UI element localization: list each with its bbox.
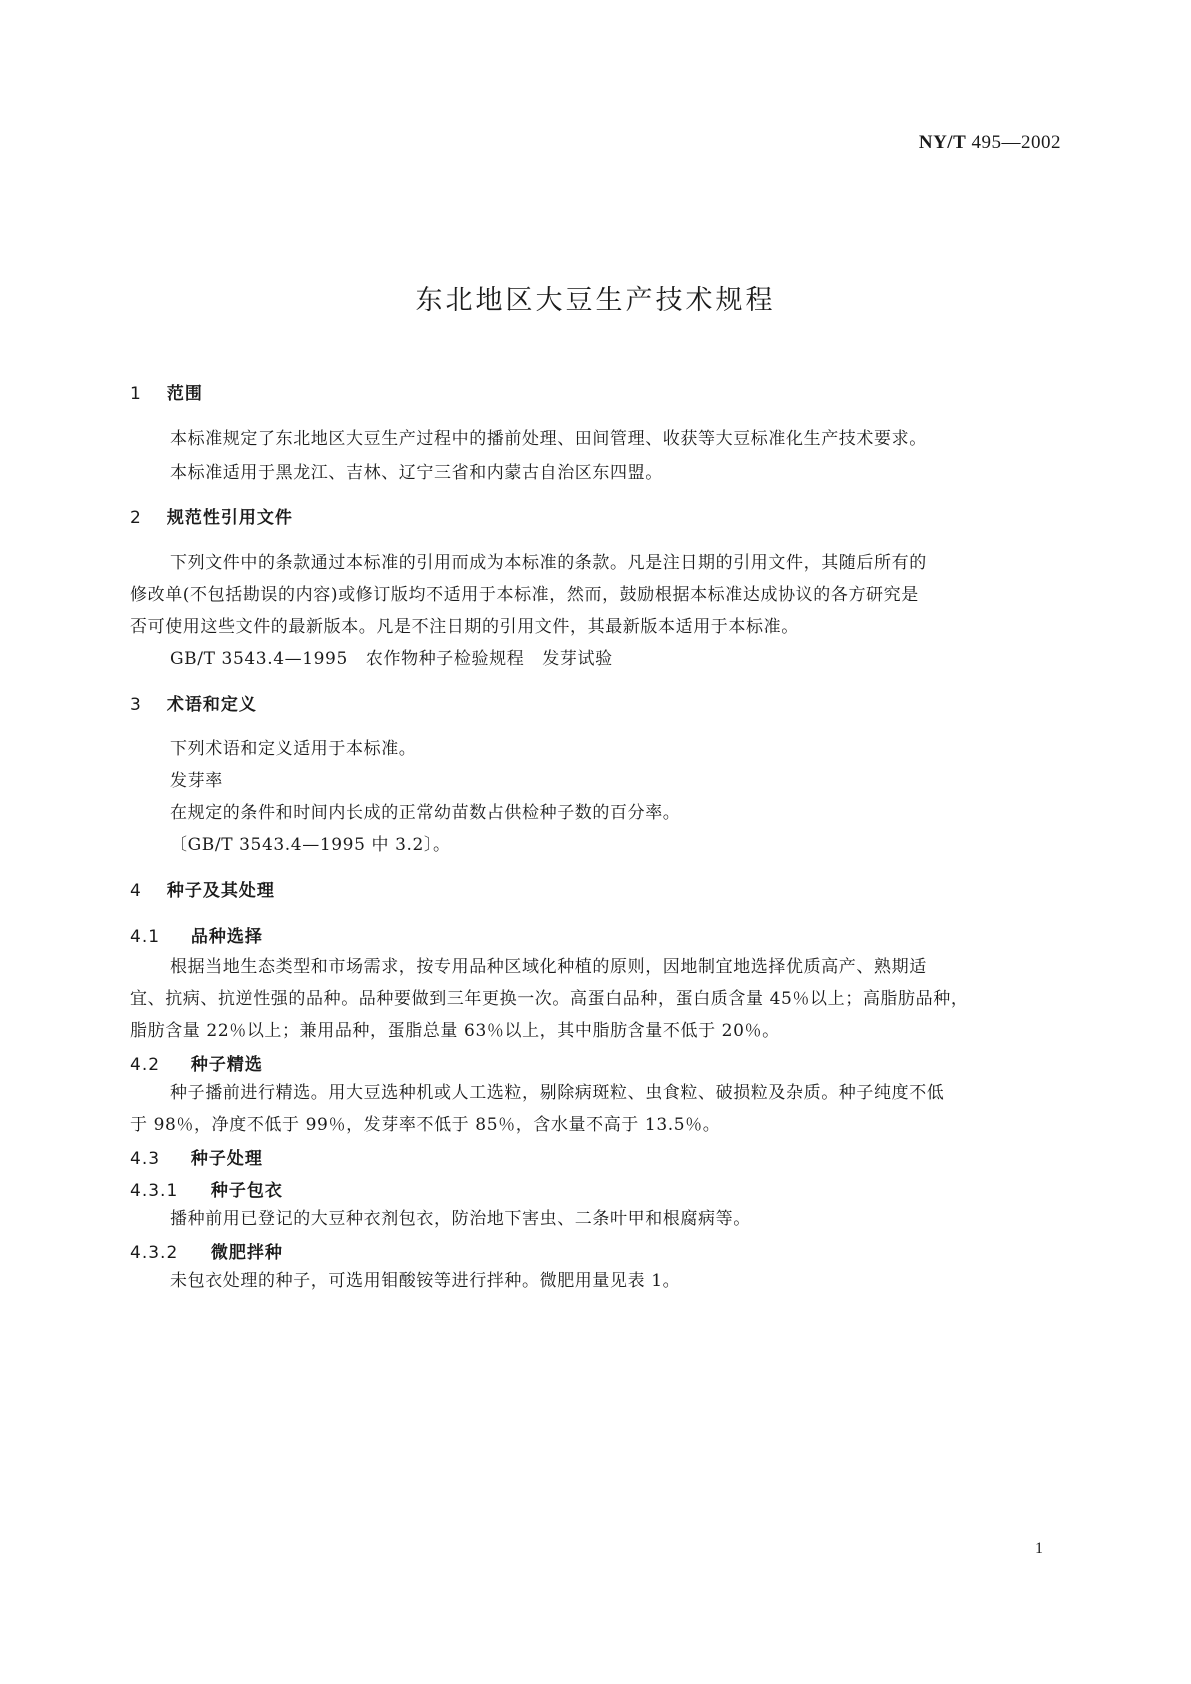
section-4-3-2-title: 微肥拌种 bbox=[210, 1243, 283, 1263]
section-4-1-heading bbox=[130, 922, 263, 947]
section-1-paragraph-2: 本标准适用于黑龙江、吉林、辽宁三省和内蒙古自治区东四盟。 bbox=[170, 463, 663, 483]
section-2-line-1: 下列文件中的条款通过本标准的引用而成为本标准的条款。凡是注日期的引用文件，其随后所有的 bbox=[170, 553, 927, 573]
section-4-1-line-2: 宜、抗病、抗逆性强的品种。品种要做到三年更换一次。高蛋白品种，蛋白质含量 45％以上；高脂肪品种， bbox=[130, 989, 969, 1009]
section-1-heading bbox=[130, 379, 203, 404]
section-4-3-1-heading bbox=[130, 1176, 283, 1201]
section-4-2-line-1: 种子播前进行精选。用大豆选种机或人工选粒，剔除病斑粒、虫食粒、破损粒及杂质。种子纯度不低 bbox=[170, 1083, 945, 1103]
normative-reference: GB/T 3543.4—1995 农作物种子检验规程 发芽试验 bbox=[170, 649, 613, 669]
section-4-3-1-paragraph: 播种前用已登记的大豆种衣剂包衣，防治地下害虫、二条叶甲和根腐病等。 bbox=[170, 1209, 751, 1229]
section-1-number: 1 bbox=[130, 384, 142, 404]
section-1-paragraph-1: 本标准规定了东北地区大豆生产过程中的播前处理、田间管理、收获等大豆标准化生产技术要求。 bbox=[170, 429, 927, 449]
term-definition: 在规定的条件和时间内长成的正常幼苗数占供检种子数的百分率。 bbox=[170, 803, 681, 823]
section-4-1-title: 品种选择 bbox=[190, 927, 263, 947]
standard-number: 495—2002 bbox=[971, 132, 1061, 153]
standard-prefix: NY/T bbox=[918, 132, 967, 153]
section-2-line-3: 否可使用这些文件的最新版本。凡是不注日期的引用文件，其最新版本适用于本标准。 bbox=[130, 617, 799, 637]
section-4-3-2-heading bbox=[130, 1238, 283, 1263]
section-4-2-line-2: 于 98％，净度不低于 99％，发芽率不低于 85％，含水量不高于 13.5％。 bbox=[130, 1115, 721, 1135]
section-3-intro: 下列术语和定义适用于本标准。 bbox=[170, 739, 417, 759]
section-4-3-1-title: 种子包衣 bbox=[210, 1181, 283, 1201]
page-number: 1 bbox=[1035, 1540, 1043, 1557]
section-4-3-2-paragraph: 未包衣处理的种子，可选用钼酸铵等进行拌种。微肥用量见表 1。 bbox=[170, 1271, 681, 1291]
section-4-3-number: 4.3 bbox=[130, 1149, 161, 1169]
section-4-1-number: 4.1 bbox=[130, 927, 161, 947]
term-name: 发芽率 bbox=[170, 771, 223, 791]
section-4-3-2-number: 4.3.2 bbox=[130, 1243, 179, 1263]
section-2-heading bbox=[130, 503, 293, 528]
document-title: 东北地区大豆生产技术规程 bbox=[415, 285, 776, 316]
section-4-1-line-1: 根据当地生态类型和市场需求，按专用品种区域化种植的原则，因地制宜地选择优质高产、熟期适 bbox=[170, 957, 927, 977]
section-3-title: 术语和定义 bbox=[166, 695, 257, 715]
standard-code bbox=[919, 132, 1061, 154]
section-4-3-heading bbox=[130, 1144, 263, 1169]
section-3-number: 3 bbox=[130, 695, 142, 715]
section-4-3-1-number: 4.3.1 bbox=[130, 1181, 179, 1201]
section-4-heading bbox=[130, 876, 275, 901]
section-4-1-line-3: 脂肪含量 22％以上；兼用品种，蛋脂总量 63％以上，其中脂肪含量不低于 20％。 bbox=[130, 1021, 780, 1041]
section-4-2-number: 4.2 bbox=[130, 1055, 161, 1075]
section-2-line-2: 修改单(不包括勘误的内容)或修订版均不适用于本标准，然而，鼓励根据本标准达成协议的各方研究是 bbox=[130, 585, 919, 605]
section-4-number: 4 bbox=[130, 881, 142, 901]
term-source: 〔GB/T 3543.4—1995 中 3.2〕。 bbox=[170, 835, 451, 855]
section-1-title: 范围 bbox=[166, 384, 203, 404]
section-4-3-title: 种子处理 bbox=[190, 1149, 263, 1169]
section-4-title: 种子及其处理 bbox=[166, 881, 275, 901]
section-2-number: 2 bbox=[130, 508, 142, 528]
section-4-2-title: 种子精选 bbox=[190, 1055, 263, 1075]
section-4-2-heading bbox=[130, 1050, 263, 1075]
section-3-heading bbox=[130, 690, 257, 715]
section-2-title: 规范性引用文件 bbox=[166, 508, 293, 528]
